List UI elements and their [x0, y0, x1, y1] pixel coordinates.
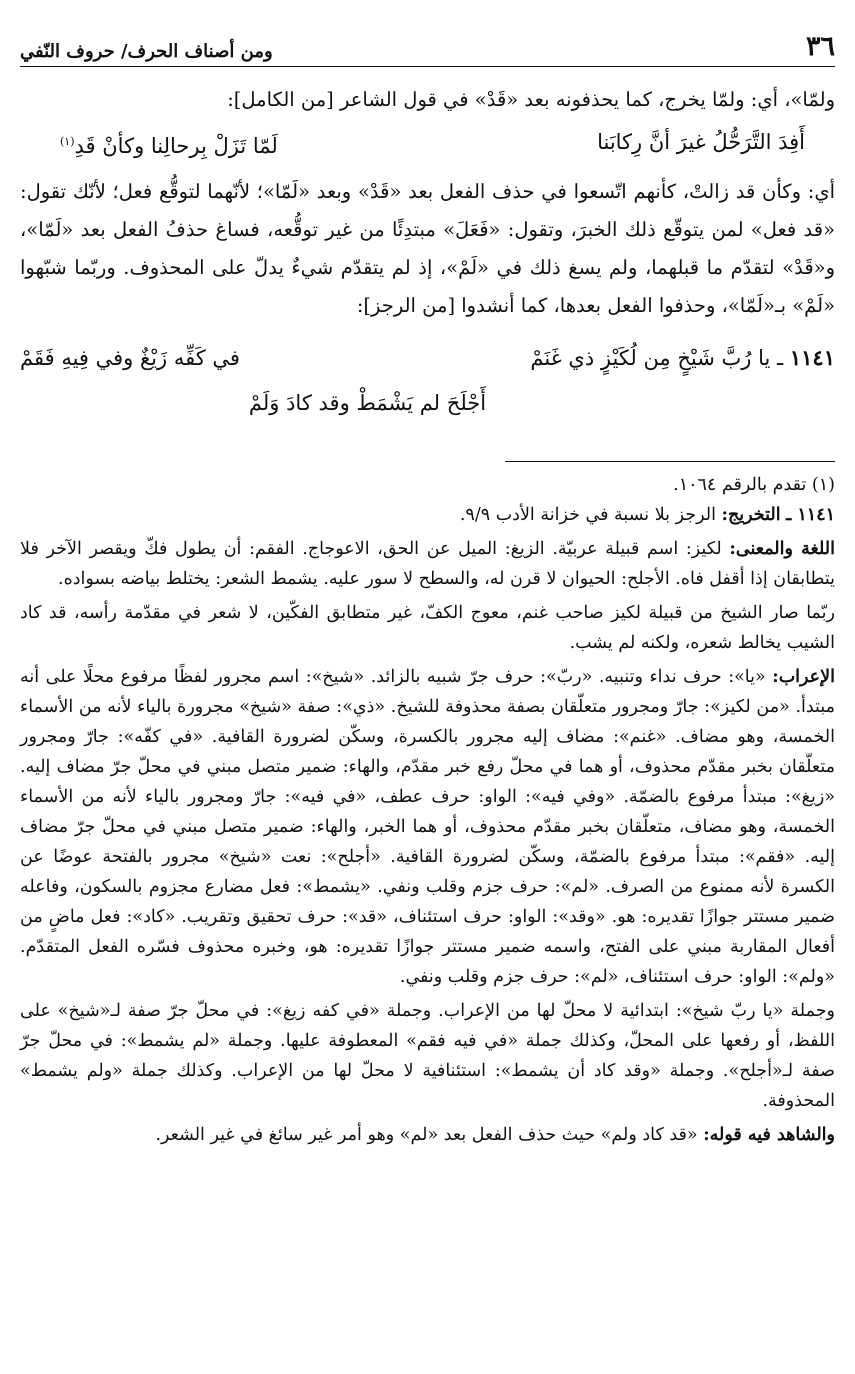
book-page	[20, 28, 835, 1354]
page-header	[20, 28, 835, 67]
takhrij: ١١٤١ ـ التخريج: الرجز بلا نسبة في خزانة الأدب ٩/٩.	[459, 505, 835, 525]
verse-1-second-hemistich: لَمّا تَزَلْ بِرحالِنا وكأنْ قَدِ$^{(١)}$	[60, 134, 278, 158]
poem-verse-2	[20, 335, 835, 381]
shahid-section: والشاهد فيه قوله: «قد كاد ولم» حيث حذف الفعل بعد «لم» وهو أمر غير سائغ في غير الشعر.	[155, 1125, 835, 1145]
footnote-ref: (١)	[60, 135, 75, 148]
footnote-1: (١) تقدم بالرقم ١٠٦٤.	[673, 475, 835, 495]
verse-2-first-hemistich: ١١٤١ ـ يا رُبَّ شَيْخٍ مِن لُكَيْزٍ ذي غَنَمْ	[530, 345, 835, 370]
lugha-section: اللغة والمعنى: لكيز: اسم قبيلة عربيّة. الزيغ: الميل عن الحق، الاعوجاج. الفقم: أن يطول فكّ ويقصر الآخر فلا يتطابقان إذا أقفل فاه. الأجلح: الحيوان لا قرن له، والسطح لا سور عليه. يشمط الشعر: يختلط بياضه بسواده.	[20, 539, 835, 589]
body-paragraph-2: أي: وكأن قد زالتْ، كأنهم اتّسعوا في حذف الفعل بعد «قَدْ» وبعد «لَمّا»؛ لأنّهما لتوقُّع فعل؛ لأنّك تقول: «قد فعل» لمن يتوقّع ذلك الخبرَ، وتقول: «فَعَلَ» مبتدِئًا من غير توقُّعه، فساغ حذفُ الفعل بعد «لَمّا»، و«قَدْ» لتقدّم ما قبلهما، ولم يسغ ذلك في «لَمْ»، إذ لم يتقدّم شيءٌ يدلّ على المحذوف. وربّما شبّهوا «لَمْ» بـ«لَمّا»، وحذفوا الفعل بعدها، كما أنشدوا [من الرجز]:	[20, 180, 835, 317]
running-title: ومن أصناف الحرف/ حروف النّفي	[20, 41, 273, 62]
verse-2-second-hemistich: في كَفِّه زَيْغٌ وفي فِيهِ فَقَمْ	[20, 346, 240, 370]
poem-verse-1	[20, 119, 835, 169]
verse-number: ١١٤١	[789, 345, 835, 370]
jumla-section: وجملة «يا ربّ شيخ»: ابتدائية لا محلّ لها من الإعراب. وجملة «في كفه زيغ»: في محلّ جرّ صفة لـ«شيخ» على اللفظ، أو رفعها على المحلّ، وكذلك جملة «في فيه فقم» المعطوفة عليها. وجملة «لم يشمط»: في محلّ جرّ صفة لـ«أجلح». وجملة «وقد كاد أن يشمط»: استئنافية لا محلّ لها من الإعراب. وكذلك جملة «ولم يشمط» المحذوفة.	[20, 1001, 835, 1111]
maana-section: ربّما صار الشيخ من قبيلة لكيز صاحب غنم، معوج الكفّ، غير متطابق الفكّين، لا شعر في مقدّمة رأسه، قد كاد الشيب يخالط شعره، ولكنه لم يشب.	[20, 603, 835, 653]
irab-section: الإعراب: «يا»: حرف نداء وتنبيه. «ربّ»: حرف جرّ شبيه بالزائد. «شيخ»: اسم مجرور لفظًا مرفوع محلًا على أنه مبتدأ. «من لكيز»: جارّ ومجرور متعلّقان بصفة محذوفة للشيخ. «ذي»: صفة «شيخ» مجرورة بالياء لأنه من الأسماء الخمسة، وهو مضاف. «غنم»: مضاف إليه مجرور بالكسرة، وسكّن لضرورة القافية. «في كفّه»: جارّ ومجرور متعلّقان بخبر مقدّم محذوف، أو هما في محلّ رفع خبر مقدّم، والهاء: ضمير متصل مبني في محلّ جرّ مضاف إليه. «زيغ»: مبتدأ مرفوع بالضمّة. «وفي فيه»: الواو: حرف عطف، «في فيه»: جارّ ومجرور بالياء لأنه من الأسماء الخمسة، وهو مضاف، متعلّقان بخبر مقدّم محذوف، أو هما الخبر، والهاء: ضمير متصل مبني في محلّ جرّ مضاف إليه. «فقم»: مبتدأ مرفوع بالضمّة، وسكّن لضرورة القافية. «أجلح»: نعت «شيخ» مجرور بالفتحة عوضًا عن الكسرة لأنه ممنوع من الصرف. «لم»: حرف جزم وقلب ونفي. «يشمط»: فعل مضارع مجزوم بالسكون، وفاعله ضمير مستتر جوازًا تقديره: هو. «وقد»: الواو: حرف استئناف، «قد»: حرف تحقيق وتقريب. «كاد»: فعل ماضٍ من أفعال المقاربة مبني على الفتح، واسمه ضمير مستتر جوازًا تقديره: هو، وخبره محذوف فسّره الفعل المتقدّم. «ولم»: الواو: حرف استئناف، «لم»: حرف جزم وقلب ونفي.	[20, 667, 835, 987]
body-paragraph-1: ولمّا»، أي: ولمّا يخرج، كما يحذفونه بعد «قَدْ» في قول الشاعر [من الكامل]:	[227, 88, 835, 111]
page-number: ٣٦	[805, 31, 835, 62]
verse-1-first-hemistich: أَفِدَ التَّرَحُّلُ غيرَ أنَّ رِكابَنا	[597, 130, 805, 154]
footnote-separator	[505, 461, 835, 462]
verse-3: أَجْلَحَ لم يَشْمَطْ وقد كادَ وَلَمْ	[248, 391, 487, 415]
